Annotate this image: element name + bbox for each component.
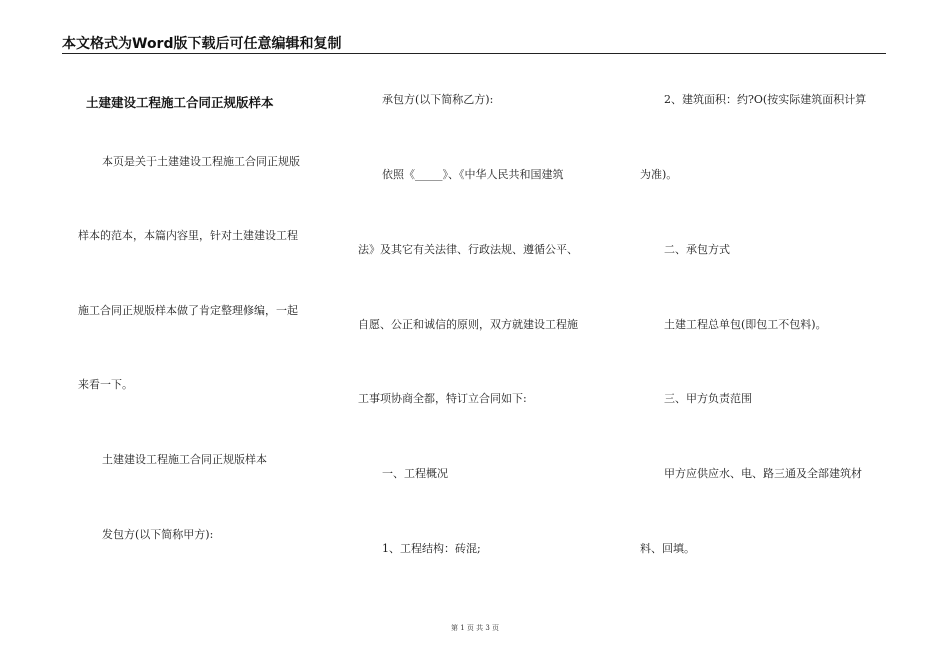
paragraph-line: 为准)。 bbox=[640, 168, 678, 181]
paragraph-line: 本页是关于土建建设工程施工合同正规版 bbox=[102, 155, 300, 168]
paragraph-line: 土建建设工程施工合同正规版样本 bbox=[102, 453, 267, 466]
paragraph-line: 2、建筑面积：约?O(按实际建筑面积计算 bbox=[664, 93, 867, 106]
page-number: 第 1 页 共 3 页 bbox=[450, 624, 500, 632]
paragraph-line: 甲方应供应水、电、路三通及全部建筑材 bbox=[664, 467, 862, 480]
paragraph-line: 样本的范本，本篇内容里，针对土建建设工程 bbox=[78, 229, 298, 242]
paragraph-line: 承包方(以下简称乙方): bbox=[382, 93, 494, 106]
paragraph-line: 土建工程总单包(即包工不包料)。 bbox=[664, 318, 827, 331]
section-heading: 三、甲方负责范围 bbox=[664, 392, 752, 405]
paragraph-line: 依照《_____》、《中华人民共和国建筑 bbox=[382, 168, 564, 181]
document-title: 土建建设工程施工合同正规版样本 bbox=[86, 95, 274, 110]
paragraph-line: 1、工程结构：砖混; bbox=[382, 542, 481, 555]
section-heading: 二、承包方式 bbox=[664, 243, 730, 256]
paragraph-line: 来看一下。 bbox=[78, 378, 133, 391]
header-divider bbox=[62, 53, 886, 54]
header-notice: 本文格式为Word版下载后可任意编辑和复制 bbox=[62, 36, 342, 52]
paragraph-line: 料、回填。 bbox=[640, 542, 695, 555]
paragraph-line: 工事项协商全都，特订立合同如下: bbox=[358, 392, 527, 405]
paragraph-line: 法》及其它有关法律、行政法规、遵循公平、 bbox=[358, 243, 578, 256]
section-heading: 一、工程概况 bbox=[382, 467, 448, 480]
paragraph-line: 施工合同正规版样本做了肯定整理修编，一起 bbox=[78, 304, 298, 317]
paragraph-line: 发包方(以下简称甲方): bbox=[102, 528, 214, 541]
paragraph-line: 自愿、公正和诚信的原则，双方就建设工程施 bbox=[358, 318, 578, 331]
